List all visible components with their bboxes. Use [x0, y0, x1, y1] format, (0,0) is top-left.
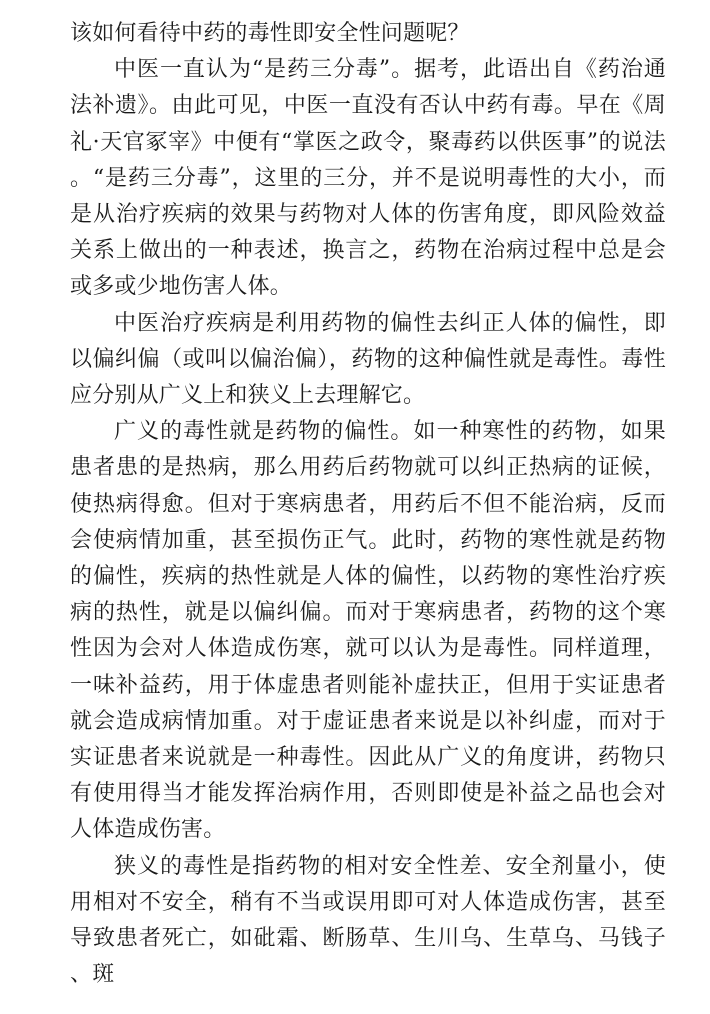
paragraph-bias-correction: 中医治疗疾病是利用药物的偏性去纠正人体的偏性，即以偏纠偏（或叫以偏治偏），药物的这种偏性就是毒性。毒性应分别从广义上和狭义上去理解它。 [70, 310, 666, 409]
paragraph-three-parts-poison: 中医一直认为“是药三分毒”。据考，此语出自《药治通法补遗》。由此可见，中医一直没有否认中药有毒。早在《周礼·天官冢宰》中便有“掌医之政令，聚毒药以供医事”的说法。“是药三分毒”，这里的三分，并不是说明毒性的大小，而是从治疗疾病的效果与药物对人体的伤害角度，即风险效益关系上做出的一种表述，换言之，药物在治病过程中总是会或多或少地伤害人体。 [70, 57, 666, 300]
document-page [70, 16, 666, 993]
paragraph-broad-toxicity: 广义的毒性就是药物的偏性。如一种寒性的药物，如果患者患的是热病，那么用药后药物就可以纠正热病的证候，使热病得愈。但对于寒病患者，用药后不但不能治病，反而会使病情加重，甚至损伤正气。此时，药物的寒性就是药物的偏性，疾病的热性就是人体的偏性，以药物的寒性治疗疾病的热性，就是以偏纠偏。而对于寒病患者，药物的这个寒性因为会对人体造成伤寒，就可以认为是毒性。同样道理，一味补益药，用于体虚患者则能补虚扶正，但用于实证患者就会造成病情加重。对于虚证患者来说是以补纠虚，而对于实证患者来说就是一种毒性。因此从广义的角度讲，药物只有使用得当才能发挥治病作用，否则即使是补益之品也会对人体造成伤害。 [70, 419, 666, 843]
paragraph-narrow-toxicity: 狭义的毒性是指药物的相对安全性差、安全剂量小，使用相对不安全，稍有不当或误用即可对人体造成伤害，甚至导致患者死亡，如砒霜、断肠草、生川乌、生草乌、马钱子、斑 [70, 853, 666, 988]
paragraph-intro-question: 该如何看待中药的毒性即安全性问题呢？ [70, 21, 470, 46]
